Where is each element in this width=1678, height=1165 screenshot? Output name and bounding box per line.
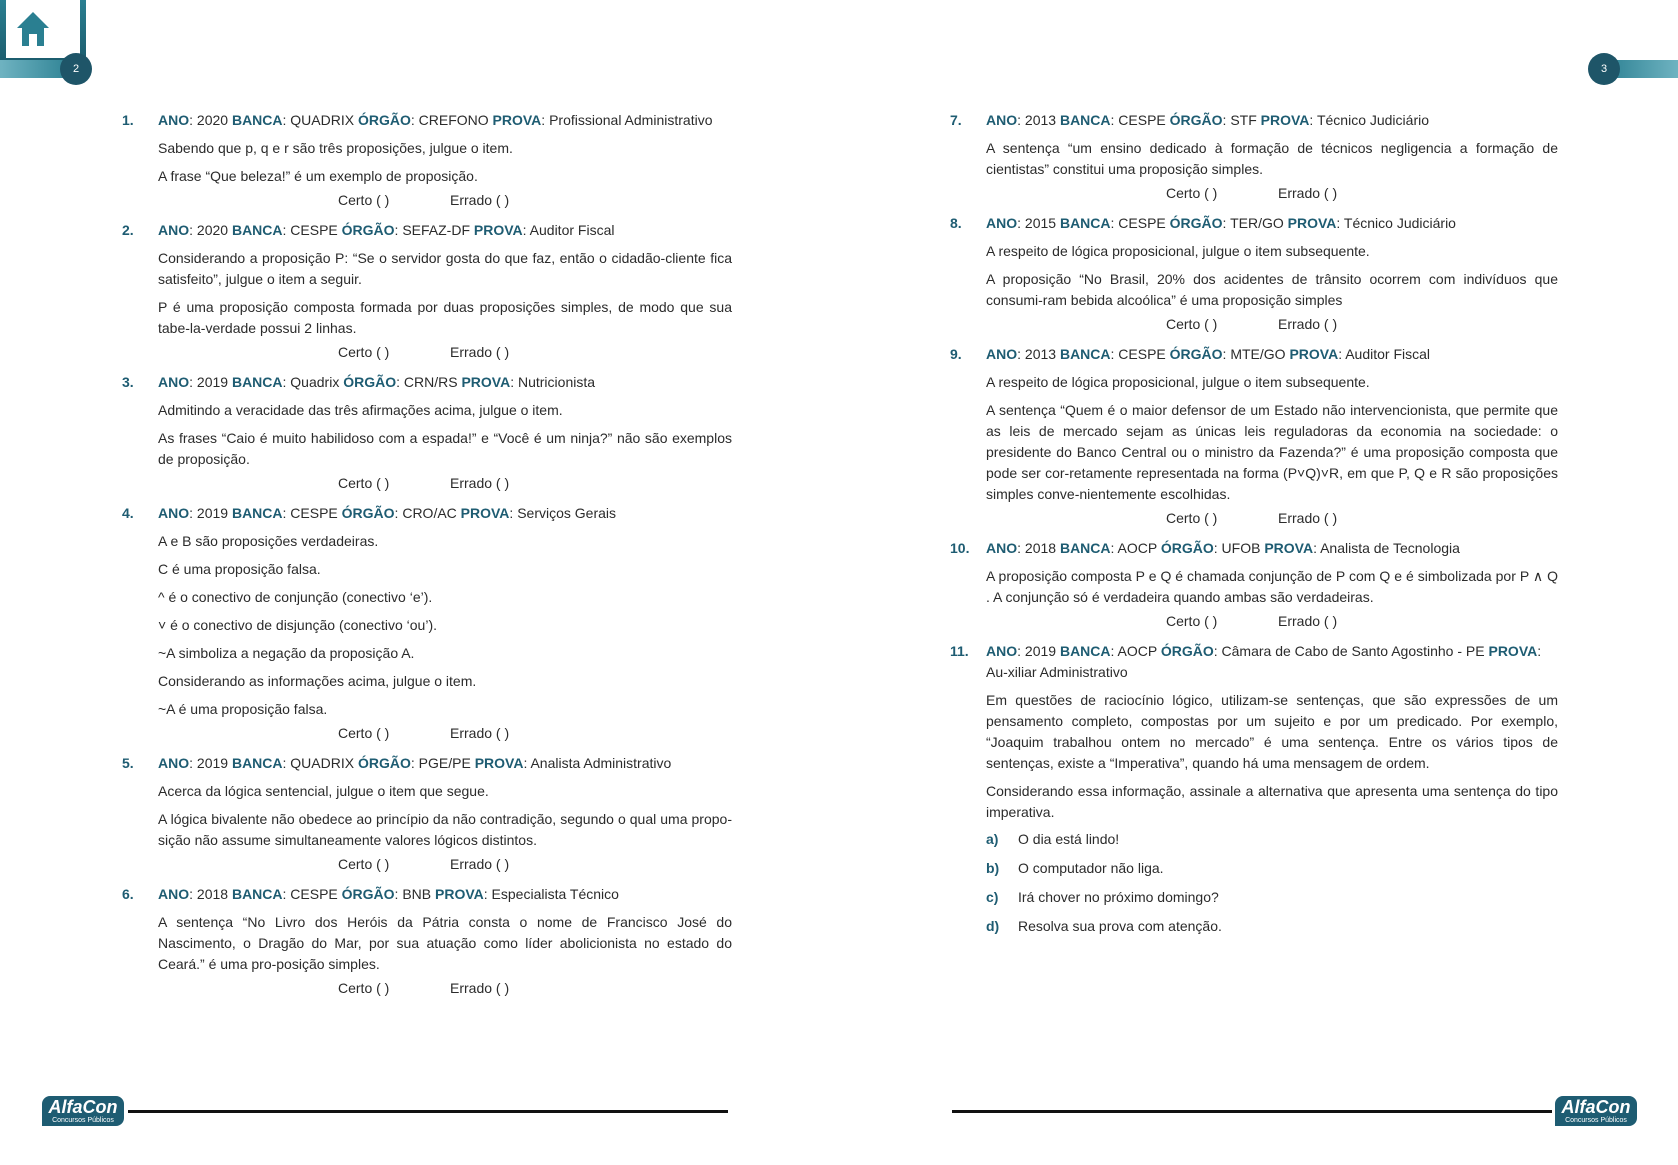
- question-text: ˅ é o conectivo de disjunção (conectivo ‘ou’).: [158, 617, 437, 633]
- errado-option[interactable]: Errado ( ): [450, 980, 510, 996]
- option-text: O computador não liga.: [1018, 860, 1164, 876]
- banca-value: CESPE: [290, 222, 338, 238]
- question-header: ANO: 2020 BANCA: QUADRIX ÓRGÃO: CREFONO PROVA: Profissional Administrativo: [158, 112, 713, 128]
- banca-label: BANCA: [231, 222, 283, 238]
- prova-label: PROVA: [460, 505, 510, 521]
- ano-label: ANO: [158, 374, 190, 390]
- banca-label: BANCA: [231, 112, 283, 128]
- answer-option[interactable]: [986, 916, 1558, 937]
- prova-label: PROVA: [474, 755, 524, 771]
- question-text: A sentença “No Livro dos Heróis da Pátria consta o nome de Francisco José do Nascimento, o Dragão do Mar, por sua atuação como líder abolicionista no estado do Ceará.” é uma pro-posição simples.: [158, 914, 732, 972]
- left-page-column: [122, 110, 732, 1008]
- banca-value: QUADRIX: [290, 112, 355, 128]
- question-block: [122, 753, 732, 875]
- orgao-value: STF: [1230, 112, 1257, 128]
- option-letter: c): [986, 889, 999, 905]
- option-text: Resolva sua prova com atenção.: [1018, 918, 1222, 934]
- question-header: ANO: 2018 BANCA: CESPE ÓRGÃO: BNB PROVA: Especialista Técnico: [158, 886, 619, 902]
- question-text: A respeito de lógica proposicional, julgue o item subsequente.: [986, 243, 1370, 259]
- certo-errado-row: [986, 611, 1558, 632]
- errado-option[interactable]: Errado ( ): [1278, 510, 1338, 526]
- certo-option[interactable]: Certo ( ): [338, 344, 390, 360]
- errado-option[interactable]: Errado ( ): [1278, 316, 1338, 332]
- banca-value: CESPE: [1118, 346, 1166, 362]
- banca-label: BANCA: [231, 755, 283, 771]
- orgao-value: TER/GO: [1230, 215, 1284, 231]
- right-page-column: [950, 110, 1558, 946]
- answer-options: [986, 829, 1558, 937]
- prova-value: Especialista Técnico: [491, 886, 619, 902]
- question-header: ANO: 2020 BANCA: CESPE ÓRGÃO: SEFAZ-DF PROVA: Auditor Fiscal: [158, 222, 615, 238]
- banca-value: Quadrix: [290, 374, 340, 390]
- certo-errado-row: [158, 190, 732, 211]
- page-number-right: 3: [1588, 53, 1620, 85]
- banca-label: BANCA: [1059, 346, 1111, 362]
- orgao-label: ÓRGÃO: [1169, 346, 1223, 362]
- banca-value: QUADRIX: [290, 755, 355, 771]
- banca-label: BANCA: [1059, 112, 1111, 128]
- footer-rule-right: [952, 1110, 1552, 1113]
- question-block: [122, 884, 732, 999]
- question-text: Admitindo a veracidade das três afirmações acima, julgue o item.: [158, 402, 563, 418]
- banca-label: BANCA: [1059, 643, 1111, 659]
- prova-label: PROVA: [435, 886, 484, 902]
- question-number: 6.: [122, 886, 134, 902]
- question-number: 8.: [950, 215, 962, 231]
- question-text: A frase “Que beleza!” é um exemplo de proposição.: [158, 168, 478, 184]
- prova-value: Auditor Fiscal: [1345, 346, 1431, 362]
- question-header: ANO: 2019 BANCA: AOCP ÓRGÃO: Câmara de Cabo de Santo Agostinho - PE PROVA: Au-xiliar Administrativo: [986, 643, 1542, 680]
- prova-label: PROVA: [1488, 643, 1538, 659]
- logo-word: AlfaCon: [48, 1097, 118, 1117]
- question-number: 11.: [950, 643, 969, 659]
- orgao-label: ÓRGÃO: [341, 222, 395, 238]
- orgao-value: Câmara de Cabo de Santo Agostinho - PE: [1221, 643, 1485, 659]
- errado-option[interactable]: Errado ( ): [450, 856, 510, 872]
- banca-value: AOCP: [1117, 643, 1157, 659]
- orgao-label: ÓRGÃO: [341, 505, 395, 521]
- question-text: A sentença “Quem é o maior defensor de um Estado não intervencionista, que permite que as leis de mercado sejam as únicas leis reguladoras da economia na sociedade: o presidente do Banco Central ou o ministro da Fazenda?” é uma proposição composta que pode ser cor-retamente representada na forma (P˅Q)˅R, em que P, Q e R são proposições simples conve-nientemente escolhidas.: [986, 402, 1558, 502]
- option-letter: a): [986, 831, 999, 847]
- ano-label: ANO: [986, 112, 1018, 128]
- question-block: [122, 503, 732, 744]
- ano-value: 2013: [1024, 346, 1057, 362]
- ano-label: ANO: [986, 346, 1018, 362]
- errado-option[interactable]: Errado ( ): [450, 344, 510, 360]
- ano-label: ANO: [986, 540, 1018, 556]
- question-text: Em questões de raciocínio lógico, utilizam-se sentenças, que são expressões de um pensamento completo, compostas por um sujeito e por um predicado. Por exemplo, “Joaquim trabalhou ontem no mercado” é uma sentença. Entre os vários tipos de sentenças, existe a “Imperativa”, quando há uma mensagem de ordem.: [986, 692, 1558, 771]
- question-block: [950, 213, 1558, 335]
- orgao-value: BNB: [402, 886, 432, 902]
- question-block: [122, 220, 732, 363]
- ano-label: ANO: [986, 215, 1018, 231]
- question-block: [122, 110, 732, 211]
- banca-value: CESPE: [290, 886, 338, 902]
- question-text: Acerca da lógica sentencial, julgue o item que segue.: [158, 783, 489, 799]
- banca-value: CESPE: [1118, 215, 1166, 231]
- question-text: A e B são proposições verdadeiras.: [158, 533, 379, 549]
- question-block: [950, 110, 1558, 204]
- banca-value: AOCP: [1117, 540, 1157, 556]
- ano-label: ANO: [158, 755, 190, 771]
- prova-value: Serviços Gerais: [517, 505, 617, 521]
- question-text: A proposição “No Brasil, 20% dos acidentes de trânsito ocorrem com indivíduos que consumi-ram bebida alcoólica” é uma proposição simples: [986, 271, 1558, 308]
- prova-value: Profissional Administrativo: [549, 112, 713, 128]
- prova-label: PROVA: [1289, 346, 1339, 362]
- ano-value: 2018: [196, 886, 229, 902]
- orgao-label: ÓRGÃO: [1169, 112, 1223, 128]
- answer-option[interactable]: [986, 858, 1558, 879]
- ano-label: ANO: [158, 505, 190, 521]
- errado-option[interactable]: Errado ( ): [450, 475, 510, 491]
- prova-label: PROVA: [1264, 540, 1314, 556]
- question-text: A lógica bivalente não obedece ao princípio da não contradição, segundo o qual uma propo-sição não assume simultaneamente valores lógicos distintos.: [158, 811, 732, 848]
- question-text: A respeito de lógica proposicional, julgue o item subsequente.: [986, 374, 1370, 390]
- option-text: O dia está lindo!: [1018, 831, 1120, 847]
- question-block: [950, 641, 1558, 937]
- question-text: A sentença “um ensino dedicado à formação de técnicos negligencia a formação de cientistas” constitui uma proposição simples.: [986, 140, 1558, 177]
- ano-value: 2018: [1024, 540, 1057, 556]
- prova-value: Técnico Judiciário: [1343, 215, 1456, 231]
- question-text: A proposição composta P e Q é chamada conjunção de P com Q e é simbolizada por P ∧ Q . A conjunção só é verdadeira quando ambas são verdadeiras.: [986, 568, 1558, 605]
- question-text: ^ é o conectivo de conjunção (conectivo ‘e’).: [158, 589, 433, 605]
- banca-value: CESPE: [1118, 112, 1166, 128]
- question-text: Considerando a proposição P: “Se o servidor gosta do que faz, então o cidadão-cliente fica satisfeito”, julgue o item a seguir.: [158, 250, 732, 287]
- certo-option[interactable]: Certo ( ): [1166, 510, 1218, 526]
- prova-label: PROVA: [492, 112, 542, 128]
- orgao-label: ÓRGÃO: [1160, 643, 1214, 659]
- orgao-label: ÓRGÃO: [357, 112, 411, 128]
- question-header: ANO: 2019 BANCA: Quadrix ÓRGÃO: CRN/RS PROVA: Nutricionista: [158, 374, 596, 390]
- question-text: Considerando as informações acima, julgue o item.: [158, 673, 477, 689]
- ano-label: ANO: [158, 112, 190, 128]
- ano-value: 2015: [1024, 215, 1057, 231]
- orgao-value: SEFAZ-DF: [402, 222, 470, 238]
- errado-option[interactable]: Errado ( ): [1278, 613, 1338, 629]
- orgao-label: ÓRGÃO: [1160, 540, 1214, 556]
- prova-value: Au-xiliar Administrativo: [986, 664, 1128, 680]
- question-number: 3.: [122, 374, 134, 390]
- banca-label: BANCA: [1059, 215, 1111, 231]
- certo-option[interactable]: Certo ( ): [338, 856, 390, 872]
- certo-option[interactable]: Certo ( ): [338, 192, 390, 208]
- ano-label: ANO: [158, 222, 190, 238]
- banca-label: BANCA: [231, 505, 283, 521]
- banca-label: BANCA: [231, 374, 283, 390]
- home-icon: [16, 10, 50, 50]
- question-block: [122, 372, 732, 494]
- certo-errado-row: [158, 473, 732, 494]
- question-number: 5.: [122, 755, 134, 771]
- prova-label: PROVA: [1287, 215, 1337, 231]
- question-header: ANO: 2013 BANCA: CESPE ÓRGÃO: STF PROVA: Técnico Judiciário: [986, 112, 1430, 128]
- ano-value: 2019: [196, 374, 229, 390]
- logo-word: AlfaCon: [1561, 1097, 1631, 1117]
- certo-errado-row: [986, 314, 1558, 335]
- ano-label: ANO: [158, 886, 190, 902]
- certo-option[interactable]: Certo ( ): [338, 475, 390, 491]
- question-header: ANO: 2015 BANCA: CESPE ÓRGÃO: TER/GO PROVA: Técnico Judiciário: [986, 215, 1456, 231]
- alfacon-logo-left: [42, 1096, 124, 1126]
- question-text: ~A é uma proposição falsa.: [158, 701, 328, 717]
- orgao-label: ÓRGÃO: [341, 886, 395, 902]
- question-number: 1.: [122, 112, 134, 128]
- prova-value: Analista de Tecnologia: [1320, 540, 1460, 556]
- question-text: Sabendo que p, q e r são três proposições, julgue o item.: [158, 140, 513, 156]
- question-block: [950, 344, 1558, 529]
- question-text: C é uma proposição falsa.: [158, 561, 321, 577]
- certo-errado-row: [986, 508, 1558, 529]
- certo-option[interactable]: Certo ( ): [1166, 613, 1218, 629]
- prova-label: PROVA: [473, 222, 523, 238]
- prova-value: Nutricionista: [517, 374, 596, 390]
- question-block: [950, 538, 1558, 632]
- option-letter: d): [986, 918, 1000, 934]
- orgao-value: CREFONO: [418, 112, 489, 128]
- orgao-value: UFOB: [1221, 540, 1261, 556]
- ano-value: 2019: [196, 505, 229, 521]
- ano-label: ANO: [986, 643, 1018, 659]
- certo-errado-row: [158, 978, 732, 999]
- option-text: Irá chover no próximo domingo?: [1018, 889, 1219, 905]
- prova-label: PROVA: [461, 374, 511, 390]
- ano-value: 2020: [196, 112, 229, 128]
- orgao-label: ÓRGÃO: [357, 755, 411, 771]
- banca-label: BANCA: [231, 886, 283, 902]
- errado-option[interactable]: Errado ( ): [1278, 185, 1338, 201]
- ano-value: 2020: [196, 222, 229, 238]
- alfacon-logo-right: [1555, 1096, 1637, 1126]
- prova-value: Técnico Judiciário: [1316, 112, 1430, 128]
- answer-option[interactable]: [986, 887, 1558, 908]
- answer-option[interactable]: [986, 829, 1558, 850]
- question-number: 4.: [122, 505, 134, 521]
- orgao-value: MTE/GO: [1230, 346, 1286, 362]
- orgao-value: CRO/AC: [402, 505, 457, 521]
- question-number: 7.: [950, 112, 962, 128]
- certo-errado-row: [986, 183, 1558, 204]
- option-letter: b): [986, 860, 1000, 876]
- question-header: ANO: 2019 BANCA: QUADRIX ÓRGÃO: PGE/PE PROVA: Analista Administrativo: [158, 755, 672, 771]
- question-header: ANO: 2018 BANCA: AOCP ÓRGÃO: UFOB PROVA: Analista de Tecnologia: [986, 540, 1460, 556]
- certo-errado-row: [158, 723, 732, 744]
- home-button[interactable]: [0, 0, 86, 60]
- certo-errado-row: [158, 854, 732, 875]
- errado-option[interactable]: Errado ( ): [450, 725, 510, 741]
- logo-subtitle: Concursos Públicos: [1565, 1117, 1627, 1124]
- question-number: 9.: [950, 346, 962, 362]
- question-number: 10.: [950, 540, 970, 556]
- orgao-value: CRN/RS: [403, 374, 458, 390]
- question-number: 2.: [122, 222, 134, 238]
- certo-option[interactable]: Certo ( ): [1166, 316, 1218, 332]
- page-number-left: 2: [60, 53, 92, 85]
- question-header: ANO: 2019 BANCA: CESPE ÓRGÃO: CRO/AC PROVA: Serviços Gerais: [158, 505, 617, 521]
- logo-subtitle: Concursos Públicos: [52, 1117, 114, 1124]
- prova-value: Analista Administrativo: [530, 755, 672, 771]
- certo-errado-row: [158, 342, 732, 363]
- certo-option[interactable]: Certo ( ): [338, 725, 390, 741]
- question-text: Considerando essa informação, assinale a alternativa que apresenta uma sentença do tipo imperativa.: [986, 783, 1558, 820]
- question-header: ANO: 2013 BANCA: CESPE ÓRGÃO: MTE/GO PROVA: Auditor Fiscal: [986, 346, 1431, 362]
- errado-option[interactable]: Errado ( ): [450, 192, 510, 208]
- question-text: ~A simboliza a negação da proposição A.: [158, 645, 415, 661]
- prova-label: PROVA: [1260, 112, 1310, 128]
- certo-option[interactable]: Certo ( ): [1166, 185, 1218, 201]
- banca-label: BANCA: [1059, 540, 1111, 556]
- orgao-label: ÓRGÃO: [343, 374, 397, 390]
- footer-rule-left: [128, 1110, 728, 1113]
- ano-value: 2013: [1024, 112, 1057, 128]
- orgao-value: PGE/PE: [418, 755, 471, 771]
- certo-option[interactable]: Certo ( ): [338, 980, 390, 996]
- prova-value: Auditor Fiscal: [529, 222, 615, 238]
- banca-value: CESPE: [290, 505, 338, 521]
- question-text: P é uma proposição composta formada por duas proposições simples, de modo que sua tabe-la-verdade possui 2 linhas.: [158, 299, 732, 336]
- orgao-label: ÓRGÃO: [1169, 215, 1223, 231]
- question-text: As frases “Caio é muito habilidoso com a espada!” e “Você é um ninja?” não são exemplos de proposição.: [158, 430, 732, 467]
- ano-value: 2019: [196, 755, 229, 771]
- ano-value: 2019: [1024, 643, 1057, 659]
